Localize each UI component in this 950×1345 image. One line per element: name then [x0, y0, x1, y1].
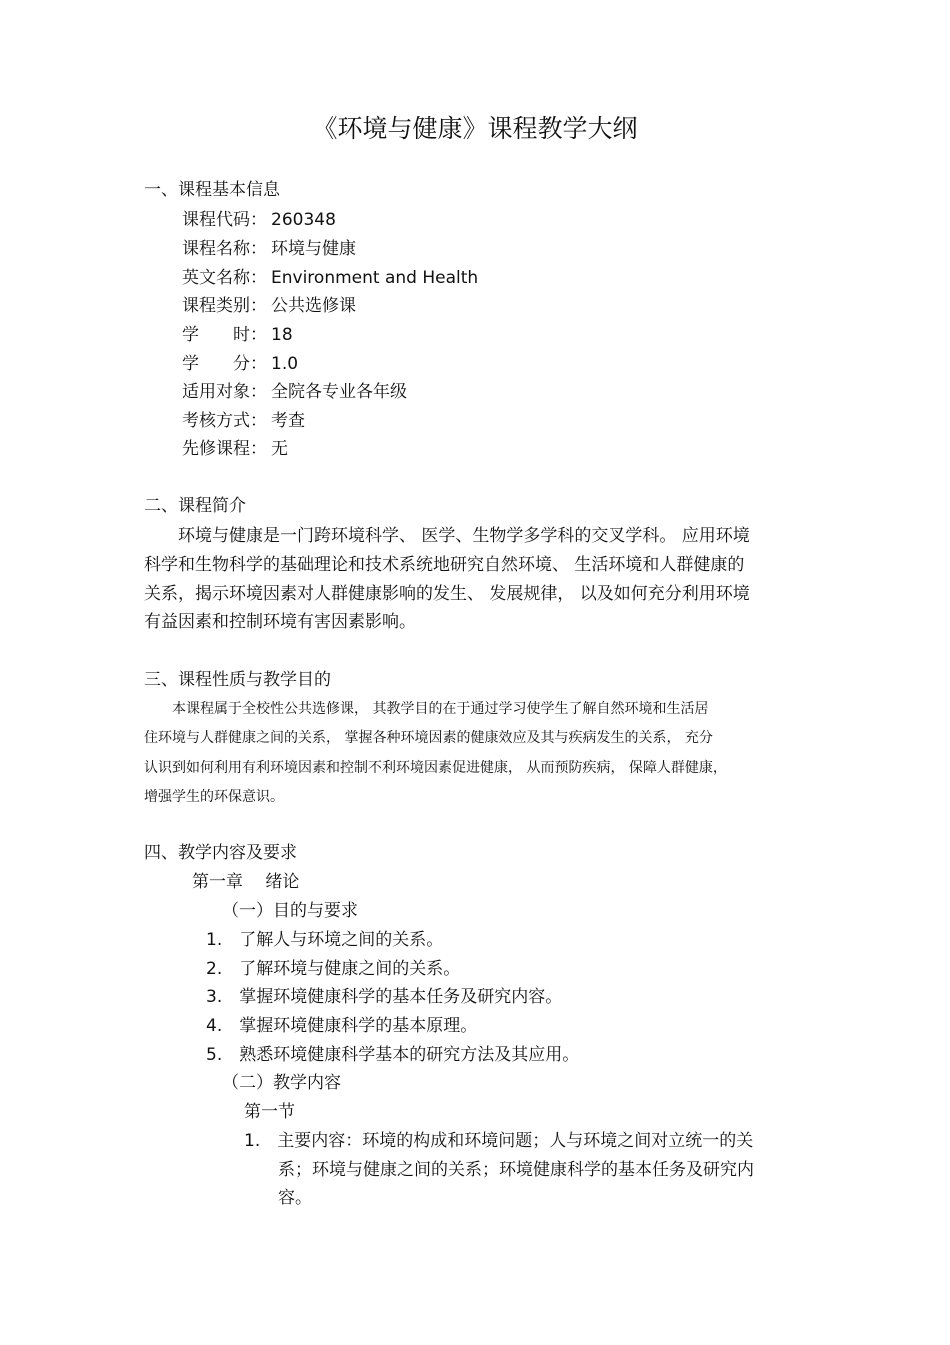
paragraph-line: 关系，揭示环境因素对人群健康影响的发生、 发展规律， 以及如何充分利用环境 [144, 584, 750, 604]
field-value: 1.0 [271, 354, 299, 374]
list-item: 5. 熟悉环境健康科学基本的研究方法及其应用。 [206, 1045, 580, 1065]
list-item: 3. 掌握环境健康科学的基本任务及研究内容。 [206, 987, 563, 1007]
subheading-content: （二）教学内容 [222, 1073, 341, 1093]
section-label: 第一节 [244, 1102, 295, 1122]
field-value: Environment and Health [271, 268, 479, 288]
paragraph-line: 住环境与人群健康之间的关系， 掌握各种环境因素的健康效应及其与疾病发生的关系， 充分 [144, 730, 713, 746]
paragraph-line: 环境与健康是一门跨环境科学、 医学、生物学多学科的交叉学科。 应用环境 [144, 526, 750, 546]
section-2-heading: 二、课程简介 [144, 496, 246, 516]
document-title: 《环境与健康》课程教学大纲 [312, 114, 638, 143]
field-label: 课程代码： [182, 210, 267, 230]
list-item: 1. 了解人与环境之间的关系。 [206, 930, 444, 950]
chapter-title: 第一章 绪论 [192, 872, 300, 892]
field-label: 课程类别： [182, 296, 267, 316]
field-value: 260348 [271, 210, 336, 230]
field-label: 学 分： [182, 354, 267, 374]
field-value: 环境与健康 [271, 239, 356, 259]
field-target-audience [182, 384, 407, 401]
subheading-objectives: （一）目的与要求 [222, 901, 358, 921]
field-course-category [182, 298, 356, 315]
paragraph-line: 认识到如何利用有利环境因素和控制不利环境因素促进健康， 从而预防疾病， 保障人群健康， [144, 760, 727, 776]
field-credits [182, 356, 298, 373]
section-4-heading: 四、教学内容及要求 [144, 843, 297, 863]
list-item: 4. 掌握环境健康科学的基本原理。 [206, 1016, 478, 1036]
field-label: 课程名称： [182, 239, 267, 259]
field-label: 英文名称： [182, 268, 267, 288]
list-item: 2. 了解环境与健康之间的关系。 [206, 959, 461, 979]
paragraph-line: 科学和生物科学的基础理论和技术系统地研究自然环境、 生活环境和人群健康的 [144, 555, 745, 575]
section-3-heading: 三、课程性质与教学目的 [144, 670, 331, 690]
content-line: 系；环境与健康之间的关系；环境健康科学的基本任务及研究内 [244, 1160, 754, 1180]
field-label: 学 时： [182, 325, 267, 345]
section-1-heading: 一、课程基本信息 [144, 180, 280, 200]
field-value: 18 [271, 325, 293, 345]
field-label: 考核方式： [182, 411, 267, 431]
content-line: 容。 [244, 1188, 312, 1208]
field-value: 考查 [271, 411, 305, 431]
paragraph-line: 增强学生的环保意识。 [144, 789, 284, 805]
field-assessment [182, 413, 305, 430]
paragraph-line: 本课程属于全校性公共选修课， 其教学目的在于通过学习使学生了解自然环境和生活居 [144, 701, 709, 717]
field-value: 全院各专业各年级 [271, 382, 407, 402]
field-prerequisites [182, 441, 288, 458]
field-english-name [182, 270, 478, 287]
field-value: 无 [271, 439, 288, 459]
field-hours [182, 327, 293, 344]
field-label: 先修课程： [182, 439, 267, 459]
field-course-code [182, 212, 336, 229]
paragraph-line: 有益因素和控制环境有害因素影响。 [144, 612, 416, 632]
field-value: 公共选修课 [271, 296, 356, 316]
field-label: 适用对象： [182, 382, 267, 402]
field-course-name [182, 241, 356, 258]
content-line: 1. 主要内容：环境的构成和环境问题；人与环境之间对立统一的关 [244, 1131, 754, 1151]
